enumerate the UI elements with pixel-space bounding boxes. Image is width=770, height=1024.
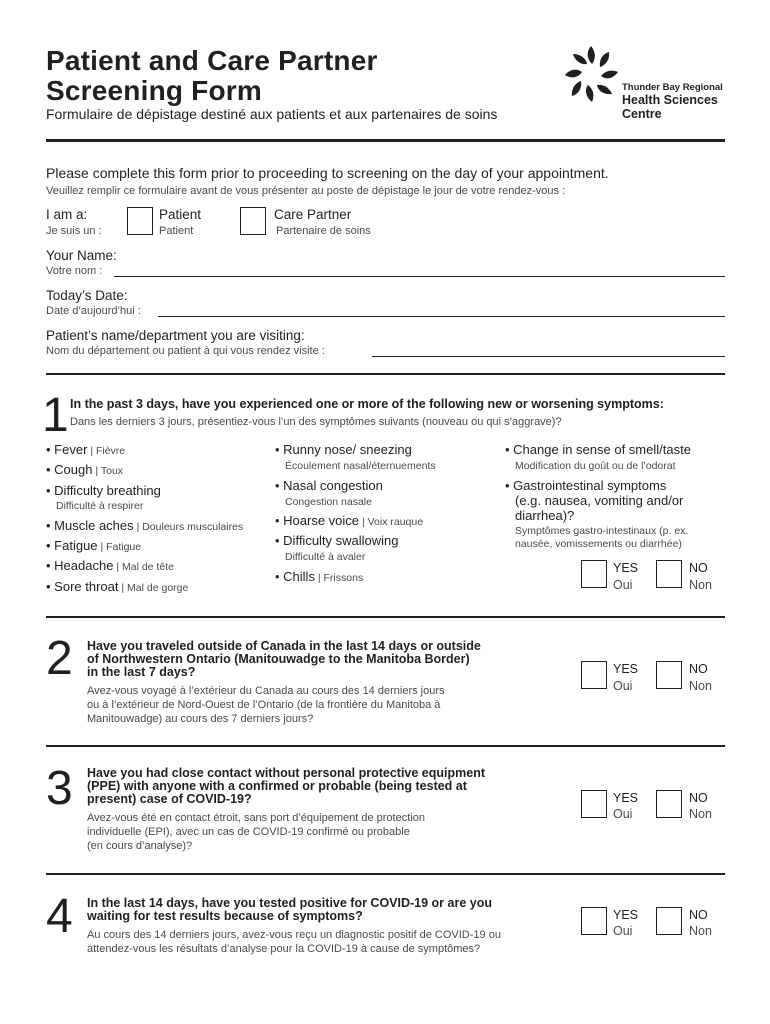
section-divider-2 bbox=[46, 616, 725, 618]
date-label-en: Today’s Date: bbox=[46, 288, 128, 303]
question-2-no-label-fr: Non bbox=[689, 679, 712, 693]
symptom-muscle-aches: • Muscle aches | Douleurs musculaires bbox=[46, 518, 244, 533]
question-3-text-fr-2: individuelle (EPI), avec un cas de COVID-19 confirmé ou probable bbox=[87, 826, 410, 838]
question-2-no-label: NO bbox=[689, 662, 708, 676]
symptom-nasal-congestion: • Nasal congestion bbox=[275, 478, 383, 493]
title-line-2: Screening Form bbox=[46, 75, 262, 106]
question-2-text-fr-1: Avez-vous voyagé à l’extérieur du Canada au cours des 14 derniers jours bbox=[87, 685, 445, 697]
patient-label-fr: Patient bbox=[159, 225, 194, 237]
question-2-text-en-3: in the last 7 days? bbox=[87, 665, 196, 679]
symptom-gastrointestinal-line-2: (e.g. nausea, vomiting and/or bbox=[515, 493, 684, 508]
name-label-fr: Votre nom : bbox=[46, 265, 103, 277]
symptom-chills: • Chills | Frissons bbox=[275, 569, 364, 584]
question-3-yes-label: YES bbox=[613, 791, 639, 805]
patient-label-en: Patient bbox=[159, 207, 202, 222]
symptom-difficulty-swallowing-fr: Difficulté à avaler bbox=[285, 551, 366, 563]
section-divider-3 bbox=[46, 745, 725, 747]
page-subtitle: Formulaire de dépistage destiné aux patients et aux partenaires de soins bbox=[46, 106, 498, 122]
name-field[interactable] bbox=[114, 276, 725, 277]
question-2-text-en-1: Have you traveled outside of Canada in the last 14 days or outside bbox=[87, 639, 481, 653]
symptom-gastrointestinal-line-3: diarrhea)? bbox=[515, 508, 575, 523]
department-field[interactable] bbox=[372, 356, 725, 357]
care-partner-label-en: Care Partner bbox=[274, 207, 352, 222]
symptom-nasal-congestion-fr: Congestion nasale bbox=[285, 496, 372, 508]
question-1-text-en: In the past 3 days, have you experienced one or more of the following new or worsening symptoms: bbox=[70, 397, 664, 411]
logo-text-line-1: Thunder Bay Regional bbox=[622, 82, 723, 93]
symptom-fatigue: • Fatigue | Fatigue bbox=[46, 538, 142, 553]
section-divider-1 bbox=[46, 373, 725, 375]
question-2-yes-checkbox[interactable] bbox=[581, 661, 607, 689]
question-1-text-fr: Dans les derniers 3 jours, présentiez-vous l’un des symptômes suivants (nouveau ou qui s’aggrave)? bbox=[70, 416, 562, 428]
question-3-text-en-1: Have you had close contact without personal protective equipment bbox=[87, 766, 485, 780]
logo-flower-icon bbox=[564, 44, 620, 104]
symptom-gastrointestinal-fr-1: Symptômes gastro-intestinaux (p. ex. bbox=[515, 525, 689, 537]
question-3-no-checkbox[interactable] bbox=[656, 790, 682, 818]
symptom-hoarse-voice: • Hoarse voice | Voix rauque bbox=[275, 513, 424, 528]
symptom-fever: • Fever | Fièvre bbox=[46, 442, 126, 457]
date-field[interactable] bbox=[158, 316, 725, 317]
question-3-number: 3 bbox=[46, 762, 73, 815]
care-partner-checkbox[interactable] bbox=[240, 207, 266, 235]
logo-text-line-3: Centre bbox=[622, 107, 662, 121]
name-label-en: Your Name: bbox=[46, 248, 117, 263]
intro-text-fr: Veuillez remplir ce formulaire avant de vous présenter au poste de dépistage le jour de votre rendez-vous : bbox=[46, 185, 566, 197]
question-4-yes-label-fr: Oui bbox=[613, 924, 633, 938]
question-4-yes-checkbox[interactable] bbox=[581, 907, 607, 935]
iam-label-en: I am a: bbox=[46, 207, 88, 222]
question-3-text-fr-3: (en cours d’analyse)? bbox=[87, 840, 193, 852]
department-label-fr: Nom du département ou patient à qui vous rendez visite : bbox=[46, 345, 325, 357]
hospital-logo bbox=[564, 44, 724, 124]
question-1-no-checkbox[interactable] bbox=[656, 560, 682, 588]
symptom-sore-throat: • Sore throat | Mal de gorge bbox=[46, 579, 189, 594]
question-2-text-en-2: of Northwestern Ontario (Manitouwadge to the Manitoba Border) bbox=[87, 652, 470, 666]
intro-text-en: Please complete this form prior to proceeding to screening on the day of your appointment. bbox=[46, 165, 609, 181]
question-2-yes-label-fr: Oui bbox=[613, 679, 633, 693]
question-2-text-fr-3: Manitouwadge) au cours des 7 derniers jours? bbox=[87, 713, 314, 725]
question-4-no-label: NO bbox=[689, 908, 708, 922]
question-2-yes-label: YES bbox=[613, 662, 639, 676]
symptom-smell-taste: • Change in sense of smell/taste bbox=[505, 442, 691, 457]
patient-checkbox[interactable] bbox=[127, 207, 153, 235]
question-1-no-label: NO bbox=[689, 561, 708, 575]
question-2-number: 2 bbox=[46, 632, 73, 685]
question-3-yes-checkbox[interactable] bbox=[581, 790, 607, 818]
question-4-no-label-fr: Non bbox=[689, 924, 712, 938]
logo-text-line-2: Health Sciences bbox=[622, 93, 718, 107]
question-3-text-fr-1: Avez-vous été en contact étroit, sans port d’équipement de protection bbox=[87, 812, 425, 824]
question-3-no-label-fr: Non bbox=[689, 807, 712, 821]
page-title bbox=[46, 46, 378, 106]
question-2-no-checkbox[interactable] bbox=[656, 661, 682, 689]
symptom-difficulty-swallowing: • Difficulty swallowing bbox=[275, 533, 399, 548]
symptom-cough: • Cough | Toux bbox=[46, 462, 124, 477]
symptom-smell-taste-fr: Modification du goût ou de l’odorat bbox=[515, 460, 676, 472]
question-4-text-en-1: In the last 14 days, have you tested positive for COVID-19 or are you bbox=[87, 896, 492, 910]
question-3-no-label: NO bbox=[689, 791, 708, 805]
header-divider bbox=[46, 139, 725, 142]
symptom-runny-nose: • Runny nose/ sneezing bbox=[275, 442, 412, 457]
symptom-difficulty-breathing: • Difficulty breathing bbox=[46, 483, 161, 498]
question-4-yes-label: YES bbox=[613, 908, 639, 922]
department-label-en: Patient’s name/department you are visiting: bbox=[46, 328, 305, 343]
question-1-yes-label-fr: Oui bbox=[613, 578, 633, 592]
date-label-fr: Date d’aujourd’hui : bbox=[46, 305, 141, 317]
section-divider-4 bbox=[46, 873, 725, 875]
question-1-yes-label: YES bbox=[613, 561, 639, 575]
question-4-text-fr-2: attendez-vous les résultats d’analyse pour la COVID-19 à cause de symptômes? bbox=[87, 943, 481, 955]
symptom-runny-nose-fr: Écoulement nasal/éternuements bbox=[285, 460, 436, 472]
title-line-1: Patient and Care Partner bbox=[46, 45, 378, 76]
symptom-gastrointestinal-fr-2: nausée, vomissements ou diarrhée) bbox=[515, 538, 682, 550]
question-1-number: 1 bbox=[42, 389, 69, 442]
iam-label-fr: Je suis un : bbox=[46, 225, 102, 237]
question-4-no-checkbox[interactable] bbox=[656, 907, 682, 935]
question-2-text-fr-2: ou à l’extérieur de Nord-Ouest de l’Ontario (de la frontière du Manitoba à bbox=[87, 699, 441, 711]
question-1-yes-checkbox[interactable] bbox=[581, 560, 607, 588]
question-4-number: 4 bbox=[46, 890, 73, 943]
question-4-text-fr-1: Au cours des 14 derniers jours, avez-vous reçu un diagnostic positif de COVID-19 ou bbox=[87, 929, 501, 941]
question-4-text-en-2: waiting for test results because of symptoms? bbox=[87, 909, 363, 923]
care-partner-label-fr: Partenaire de soins bbox=[276, 225, 371, 237]
symptom-gastrointestinal: • Gastrointestinal symptoms bbox=[505, 478, 667, 493]
question-1-no-label-fr: Non bbox=[689, 578, 712, 592]
symptom-headache: • Headache | Mal de tête bbox=[46, 558, 174, 573]
symptom-difficulty-breathing-fr: Difficulté à respirer bbox=[56, 500, 144, 512]
question-3-yes-label-fr: Oui bbox=[613, 807, 633, 821]
question-3-text-en-2: (PPE) with anyone with a confirmed or probable (being tested at bbox=[87, 779, 467, 793]
question-3-text-en-3: present) case of COVID-19? bbox=[87, 792, 252, 806]
